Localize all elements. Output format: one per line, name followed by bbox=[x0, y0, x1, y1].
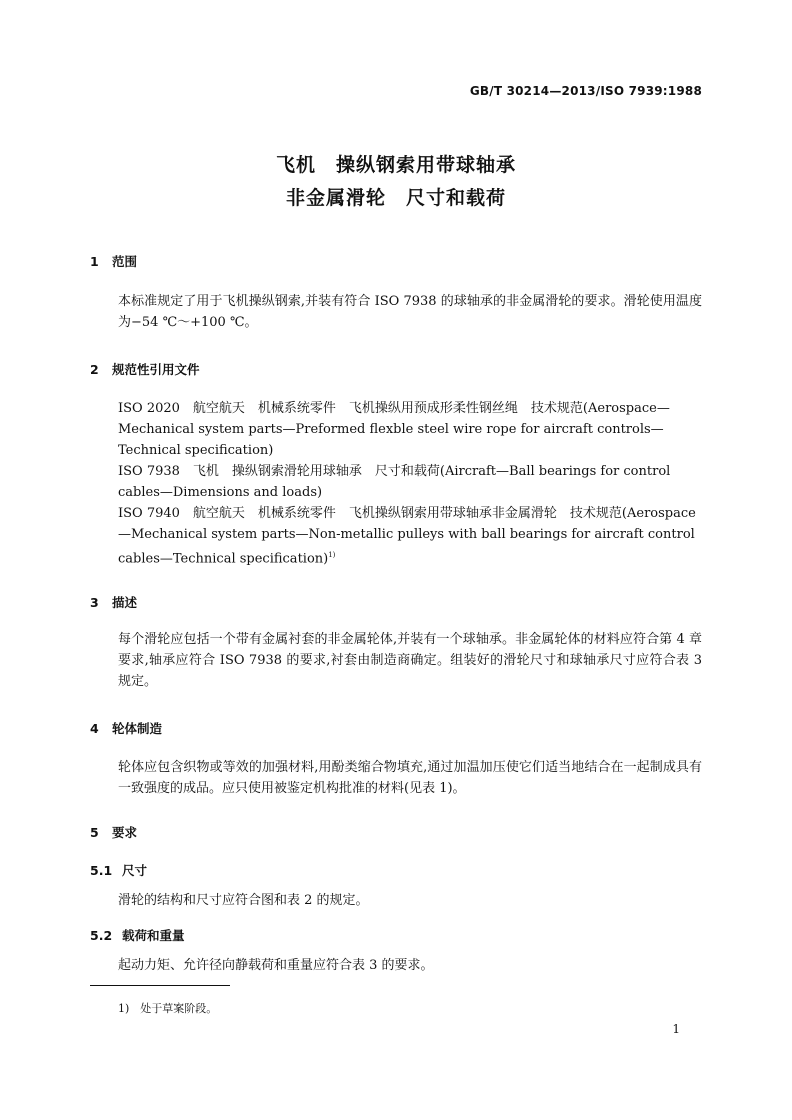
paragraph: 起动力矩、允许径向静载荷和重量应符合表 3 的要求。 bbox=[118, 958, 434, 973]
section-number: 3 bbox=[90, 595, 99, 610]
section-title: 范围 bbox=[112, 254, 138, 269]
footnote-marker: 1) bbox=[328, 551, 336, 559]
section-title: 尺寸 bbox=[122, 863, 148, 878]
section-number: 4 bbox=[90, 721, 99, 736]
section-title: 规范性引用文件 bbox=[112, 362, 200, 377]
section-4-heading bbox=[90, 719, 162, 737]
section-title: 描述 bbox=[112, 595, 138, 610]
footnote-separator bbox=[90, 985, 230, 986]
section-number: 5 bbox=[90, 825, 99, 840]
paragraph: 滑轮的结构和尺寸应符合图和表 2 的规定。 bbox=[118, 893, 369, 908]
document-title-line-1: 飞机 操纵钢索用带球轴承 bbox=[275, 154, 516, 176]
section-number: 1 bbox=[90, 254, 99, 269]
section-5-heading bbox=[90, 823, 137, 841]
section-number: 5.1 bbox=[90, 863, 113, 878]
section-title: 要求 bbox=[112, 825, 138, 840]
section-title: 轮体制造 bbox=[112, 721, 163, 736]
footnote: 1) 处于草案阶段。 bbox=[118, 1002, 218, 1015]
section-number: 2 bbox=[90, 362, 99, 377]
section-1-body bbox=[90, 291, 702, 333]
paragraph: 每个滑轮应包括一个带有金属衬套的非金属轮体,并装有一个球轴承。非金属轮体的材料应符合第 4 章要求,轴承应符合 ISO 7938 的要求,衬套由制造商确定。组装好的滑轮尺寸和球轴承尺寸应符合表 3 规定。 bbox=[118, 632, 702, 689]
section-2-heading bbox=[90, 360, 200, 378]
reference-item bbox=[90, 503, 702, 569]
document-title-line-2: 非金属滑轮 尺寸和载荷 bbox=[285, 187, 506, 209]
section-1-heading bbox=[90, 252, 137, 270]
section-4-body bbox=[90, 757, 702, 799]
reference-text: ISO 7940 航空航天 机械系统零件 飞机操纵钢索用带球轴承非金属滑轮 技术规范(Aerospace—Mechanical system parts—Non-metallic pulleys with ball bearings for aircraft control cables—Technical specification) bbox=[118, 506, 696, 567]
standard-code-header: GB/T 30214—2013/ISO 7939:1988 bbox=[469, 84, 702, 98]
section-3-body bbox=[90, 629, 702, 692]
normative-references-list bbox=[90, 398, 702, 569]
section-3-heading bbox=[90, 593, 137, 611]
reference-item: ISO 2020 航空航天 机械系统零件 飞机操纵用预成形柔性钢丝绳 技术规范(Aerospace—Mechanical system parts—Preformed flexble steel wire rope for aircraft controls—Technical specification) bbox=[118, 401, 670, 458]
page-number: 1 bbox=[672, 1022, 680, 1036]
section-5-1-body bbox=[90, 890, 702, 911]
section-5-1-heading bbox=[90, 861, 147, 879]
section-number: 5.2 bbox=[90, 928, 113, 943]
section-5-2-heading bbox=[90, 926, 185, 944]
paragraph: 轮体应包含织物或等效的加强材料,用酚类缩合物填充,通过加温加压使它们适当地结合在一起制成具有一致强度的成品。应只使用被鉴定机构批准的材料(见表 1)。 bbox=[118, 760, 702, 796]
paragraph: 本标准规定了用于飞机操纵钢索,并装有符合 ISO 7938 的球轴承的非金属滑轮的要求。滑轮使用温度为−54 ℃～+100 ℃。 bbox=[118, 294, 702, 330]
section-5-2-body bbox=[90, 955, 702, 976]
reference-item: ISO 7938 飞机 操纵钢索滑轮用球轴承 尺寸和载荷(Aircraft—Ball bearings for control cables—Dimensions and loads) bbox=[118, 464, 671, 500]
section-title: 载荷和重量 bbox=[122, 928, 185, 943]
